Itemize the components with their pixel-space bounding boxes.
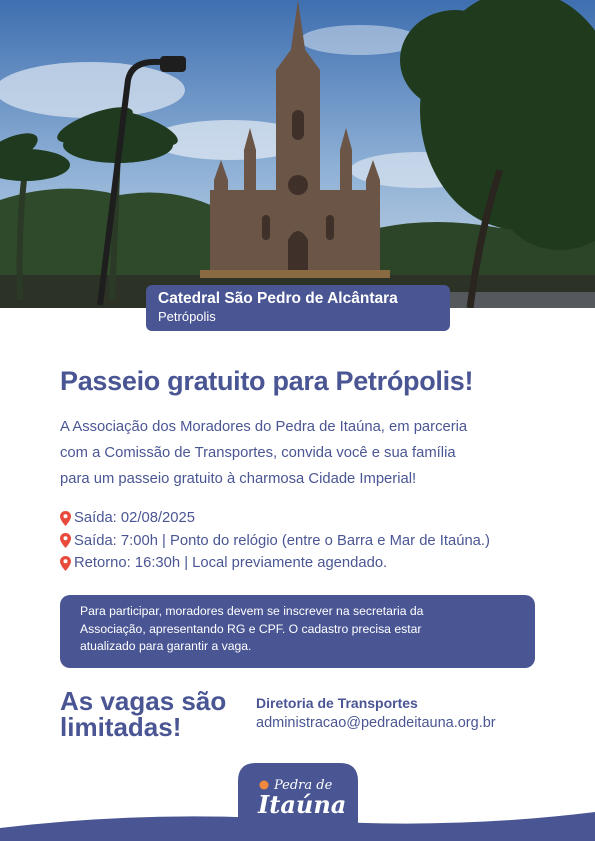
intro-line: para um passeio gratuito à charmosa Cidade Imperial! bbox=[60, 471, 417, 487]
notice-box bbox=[60, 595, 535, 668]
notice-line: Associação, apresentando RG e CPF. O cadastro precisa estar bbox=[80, 621, 422, 636]
limited-spots-heading bbox=[60, 688, 226, 740]
logo-text-line2: Itaúna bbox=[258, 790, 347, 819]
limited-line: limitadas! bbox=[60, 712, 182, 742]
schedule-item bbox=[60, 507, 490, 530]
schedule-list bbox=[60, 507, 490, 575]
contact-title: Diretoria de Transportes bbox=[256, 695, 418, 711]
schedule-text: Saída: 7:00h | Ponto do relógio (entre o Barra e Mar de Itaúna.) bbox=[74, 532, 490, 549]
page-title: Passeio gratuito para Petrópolis! bbox=[60, 366, 474, 396]
notice-line: atualizado para garantir a vaga. bbox=[80, 639, 252, 653]
intro-line: A Associação dos Moradores do Pedra de Itaúna, em parceria bbox=[60, 419, 468, 435]
pin-icon bbox=[60, 511, 71, 526]
pin-icon bbox=[60, 556, 71, 571]
photo-caption bbox=[146, 285, 450, 331]
schedule-item bbox=[60, 552, 490, 575]
pedra-de-itauna-logo bbox=[238, 763, 358, 841]
contact-block bbox=[256, 694, 496, 734]
caption-subtitle: Petrópolis bbox=[158, 309, 216, 324]
pin-icon bbox=[60, 533, 71, 548]
cathedral-photo bbox=[0, 0, 595, 308]
contact-email[interactable]: administracao@pedradeitauna.org.br bbox=[256, 715, 496, 731]
intro-paragraph bbox=[60, 414, 550, 492]
schedule-text: Saída: 02/08/2025 bbox=[74, 510, 195, 526]
notice-line: Para participar, moradores devem se inscrever na secretaria da bbox=[80, 604, 424, 618]
intro-line: com a Comissão de Transportes, convida você e sua família bbox=[60, 445, 456, 461]
schedule-text: Retorno: 16:30h | Local previamente agendado. bbox=[74, 555, 388, 571]
hero-photo bbox=[0, 0, 595, 308]
limited-line: As vagas são bbox=[60, 686, 227, 716]
caption-title: Catedral São Pedro de Alcântara bbox=[158, 290, 398, 307]
logo-text-line1: Pedra de bbox=[274, 778, 333, 793]
schedule-item bbox=[60, 530, 490, 553]
